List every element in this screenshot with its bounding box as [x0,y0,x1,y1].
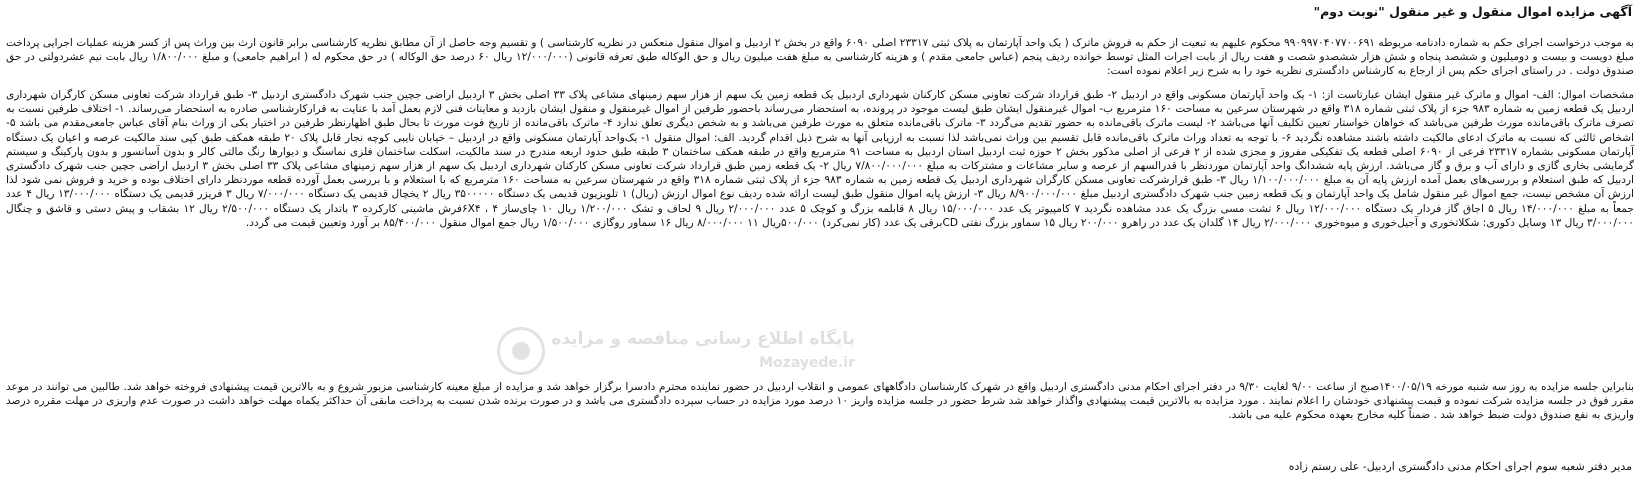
notice-signature: مدیر دفتر شعبه سوم اجرای احکام مدنی دادگستری اردبیل- علی رستم زاده [1288,460,1632,473]
notice-paragraph-property-details: مشخصات اموال: الف- اموال و ماترک غیر منقول ایشان عبارتاست از: ۱- یک واحد آپارتمان مسکونی واقع در اردبیل ۲- طبق قرارداد شرکت تعاونی مسکن کارکنان شهرداری اردبیل یک قطعه زمین یک سهم از هزار سهم زمینهای مشاعی پلاک ۳۳ اصلی بخش ۳ اردبیل اراضی جچین جنب شهرک دادگستری اردبیل ۳- طبق قرارداد شرکت تعاونی مسکن کارگران شهرداری اردبیل یک قطعه زمین به شماره ۹۸۳ جزء از پلاک ثبتی شماره ۳۱۸ واقع در شهرستان سرعین به مساحت ۱۶۰ مترمربع ب- اموال غیرمنقول ایشان طبق لیست موجود در پرونده، به استحضار می‌رساند باحضور طرفین از اموال غیرمنقول و منقول ایشان بازدید و معاینات فنی لازم بعمل آمد با عنایت به قرارکارشناسی صادره به استحضار می‌رساند. ۱- اختلاف طرفین نسبت به تصرف ماترک باقی‌مانده مورث طرفین می‌باشد که خواهان خواستار تعیین تکلیف آنها می‌باشد ۲- لیست ماترک باقی‌مانده به حضور تقدیم می‌گردد ۳- ماترک باقی‌مانده متعلق به مورث طرفین می‌باشد و به شخص دیگری تعلق ندارد ۴- ماترک باقی‌مانده از تاریخ فوت مورث تا بحال طبق اظهارنظر طرفین در اختیار یکی از وراث بنام آقای عباس جامعی‌مقدم می باشد ۵- اشخاص ثالثی که نسبت به ماترک ادعای مالکیت داشته باشند مشاهده نگردید ۶- با توجه به تعداد وراث ماترک باقی‌مانده قابل تقسیم بین وراث نمی‌باشد لذا نسبت به ارزیابی آنها به شرح ذیل اقدام گردید. الف: اموال منقول ۱- یک‌واحد آپارتمان مسکونی واقع در اردبیل – خیابان نایبی کوچه نجار قابل پلاک ۲۰ طبقه همکف طبق کپی سند مالکیت عرصه و اعیان یک دستگاه آپارتمان مسکونی بشماره ۲۳۳۱۷ فرعی از ۶۰۹۰ اصلی قطعه یک تفکیکی مفروز و مجزی شده از ۲ فرعی از اصلی مذکور بخش ۲ حوزه ثبت اردبیل استان اردبیل به مساحت ۹۱ مترمربع واقع در طبقه همکف ساختمان ۳ طبقه طبق حدود اربعه مندرج در سند مالکیت، اسکلت ساختمان فلزی نماسنگ و دیوارها رنگ مالتی کالر و بدون آسانسور و بدون پارکینگ و سیستم گرمایشی بخاری گازی و دارای آب و برق و گاز می‌باشد. ارزش پایه ششدانگ واحد آپارتمان موردنظر با قدرالسهم از عرصه و سایر مشاعات و مشترکات به مبلغ ۷/۸۰۰/۰۰۰/۰۰۰ ریال ۲- یک قطعه زمین طبق قرارداد شرکت تعاونی مسکن کارکنان شهرداری اردبیل یک سهم از هزار سهم زمینهای مشاعی پلاک ۳۳ اصلی بخش ۳ اردبیل اراضی جچین جنب شهرک دادگستری اردبیل که طبق استعلام و بررسی‌های بعمل آمده ارزش پایه آن به مبلغ ۱/۱۰۰/۰۰۰/۰۰۰ ریال ۳- طبق قرارشرکت تعاونی مسکن کارگران شهرداری اردبیل یک قطعه زمین به شماره ۹۸۳ جزء از پلاک ثبتی شماره ۳۱۸ واقع در شهرستان سرعین به مساحت ۱۶۰ مترمربع که با استعلام و با بررسی بعمل آورده قطعه موردنظر دارای اختلاف بوده و خرید و فروش نمی شود لذا ارزش آن مشخص نیست، جمع اموال غیر منقول شامل یک واحد آپارتمان و یک قطعه زمین جنب شهرک دادگستری اردبیل مبلغ ۸/۹۰۰/۰۰۰/۰۰۰ ریال ۳- ارزش پایه اموال منقول طبق لیست ارائه شده ردیف نوع اموال ارزش (ریال) ۱ تلویزیون قدیمی یک دستگاه ۳۵۰۰۰۰۰ ریال ۲ یخچال قدیمی یک دستگاه ۷/۰۰۰/۰۰۰ ریال ۳ فریزر قدیمی یک دستگاه ۱۳/۰۰۰/۰۰۰ ریال ۴ عدد جمعاً به مبلغ ۱۴/۰۰۰/۰۰۰ ریال ۵ اجاق گاز فردار یک دستگاه ۱۲/۰۰۰/۰۰۰ ریال ۶ تشت مسی بزرگ یک عدد مشاهده نگردید ۷ کامپیوتر یک عدد ۱۵/۰۰۰/۰۰۰ ریال ۸ قابلمه بزرگ و کوچک ۵ عدد ۲/۰۰۰/۰۰۰ ریال ۹ لحاف و تشک ۱/۲۰۰/۰۰۰ ریال ۱۰ چای‌ساز ۴ ، ۶X۴فرش ماشینی کارکرده ۳ باتدار یک دستگاه ۲/۵۰۰/۰۰۰ ریال ۱۲ بشقاب و پیش دستی و قاشق و چنگال ۳/۰۰۰/۰۰۰ ریال ۱۳ وسایل دکوری: شکلاتخوری و آجیل‌خوری و میوه‌خوری ۲/۰۰۰/۰۰۰ ریال ۱۴ گلدان یک عدد در راهرو ۲۰۰/۰۰۰ ریال ۱۵ سماور بزرگ نفتی CDبرقی یک عدد (کار نمی‌کرد) ۵۰۰/۰۰۰ریال ۱۱ ۸/۰۰۰/۰۰۰ ریال ۱۶ سماور روگازی ۱/۵۰۰/۰۰۰ ریال جمع اموال منقول ۸۵/۴۰۰/۰۰۰ بر آورد وتعیین قیمت می گردد. [6,89,1635,229]
notice-title: آگهی مزایده اموال منقول و غیر منقول "نوبت دوم" [1313,4,1632,19]
notice-paragraph-auction-terms: بنابراین جلسه مزایده به روز سه شنبه مورخه ۱۴۰۰/۰۵/۱۹صبح از ساعت ۹/۰۰ لغایت ۹/۳۰ در دفتر اجرای احکام مدنی دادگستری اردبیل واقع در شهرک کارشناسان دادگاههای عمومی و انقلاب اردبیل در حضور نماینده محترم دادسرا برگزار خواهد شد و مزایده از مبلغ معینه کارشناسی مزبور شروع و به بالاترین قیمت پیشنهادی فروخته خواهد شد. طالبین می توانند در موعد مقرر فوق در جلسه مزایده شرکت نموده و قیمت پیشنهادی خودشان را اعلام نمایند . مورد مزایده به بالاترین قیمت پیشنهادی واگذار خواهد شد شرط حضور در جلسه مزایده واریز ۱۰ درصد مورد مزایده در حساب سپرده دادگستری می باشد و در صورت برنده شدن نسبت به پرداخت مابقی آن حداکثر یکماه مهلت خواهد داشت در صورت عدم واریزی در مهلت مقرره درصد واریزی به نفع صندوق دولت ضبط خواهد شد . ضمناً کلیه مخارج بعهده محکوم علیه می باشد. [6,381,1635,422]
watermark-logo-icon [497,327,545,375]
watermark-text: پایگاه اطلاع رسانی مناقصه و مزایده [551,329,855,349]
watermark-url: Mozayede.ir [759,355,855,371]
site-watermark [495,325,855,387]
notice-paragraph-intro: به موجب درخواست اجرای حکم به شماره دادنامه مربوطه ۹۹۰۹۹۷۰۴۰۷۷۰۰۶۹۱ محکوم علیهم به تبعیت از حکم به فروش ماترک ( یک واحد آپارتمان به پلاک ثبتی ۲۳۳۱۷ اصلی ۶۰۹۰ واقع در بخش ۲ اردبیل و اموال منقول منعکس در نظریه کارشناسی ) و تقسیم وجه حاصل از آن مطابق نظریه کارشناسی برابر قانون ارث بین وراث پس از کسر هزینه عملیات اجرایی پرداخت مبلغ دویست و بیست و دومیلیون و ششصد پنجاه و شش هزار ششصدو شصت و هفت ریال از بابت اجرات المثل توسط خوانده ردیف پنجم (عباس جامعی مقدم ) و هزینه کارشناسی به مبلغ هفت میلیون ریال و حق الوکاله طبق تعرفه قانونی (۱۲/۰۰۰/۰۰۰ ریال ۶۰ درصد حق الوکاله ) در حق محکوم له ( ابراهیم جامعی) و مبلغ ۱/۸۰۰/۰۰۰ ریال بابت نیم عشردولتی در حق صندوق دولت . در راستای اجرای حکم پس از ارجاع به کارشناس دادگستری نظریه خود را به شرح زیر اعلام نموده است: [6,37,1635,78]
